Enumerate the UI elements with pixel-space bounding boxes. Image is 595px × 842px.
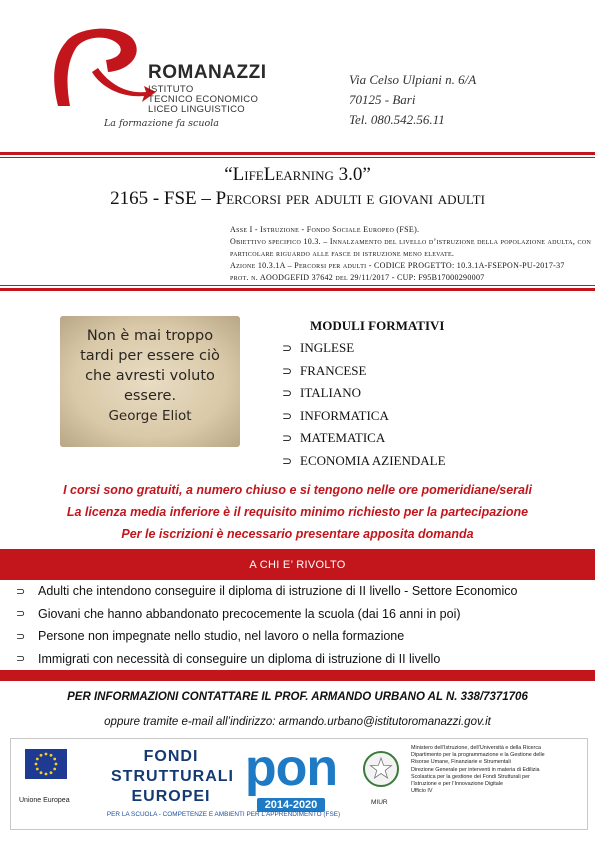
moduli-list [282, 337, 446, 472]
project-info-line: Obiettivo specifico 10.3. – Innalzamento del livello d’istruzione della popolazione adulta, con [230, 237, 592, 246]
project-info-line: prot. n. AOODGEFID 37642 del 29/11/2017 - CUP: F95B17000290007 [230, 273, 485, 282]
project-title: “LifeLearning 3.0” [224, 164, 371, 185]
fondi-strutturali-logo: FONDI STRUTTURALI EUROPEI [111, 748, 234, 805]
bullet-icon: ⊃ [282, 341, 293, 356]
school-logo [48, 22, 288, 134]
contact-phone: PER INFORMAZIONI CONTATTARE IL PROF. ARMANDO URBANO AL N. 338/7371706 [67, 691, 528, 703]
ministry-text: Ministero dell’Istruzione, dell’Università e della Ricerca Dipartimento per la programmazione e la Gestione delle Risorse Umane, Finanziarie e Strumentali Direzione Generale per interventi in materia di Edilizia Scolastica per la gestione dei Fondi Strutturali per l’Istruzione e per l’Innovazione Digitale Ufficio IV [411, 745, 545, 795]
project-info-line: particolare riguardo alle fasce di istruzione meno elevate. [230, 249, 455, 258]
list-item: ⊃ Persone non impegnate nello studio, nel lavoro o nella formazione [16, 629, 405, 644]
address-phone: Tel. 080.542.56.11 [349, 112, 445, 127]
target-title: A CHI E’ RIVOLTO [249, 559, 346, 571]
pon-logo: pon 2014-2020 [244, 739, 338, 811]
mid-divider-thin [0, 285, 595, 286]
contact-email: oppure tramite e-mail all’indirizzo: armando.urbano@istitutoromanazzi.gov.it [104, 716, 491, 728]
target-list [0, 580, 595, 670]
mid-divider-thick [0, 288, 595, 291]
school-name: ROMANAZZI [148, 62, 267, 83]
note-registration: Per le iscrizioni è necessario presentare apposita domanda [121, 527, 474, 541]
bullet-icon: ⊃ [282, 431, 293, 446]
moduli-title: MODULI FORMATIVI [310, 318, 445, 333]
pon-years: 2014-2020 [257, 798, 326, 812]
eu-stars-icon [25, 749, 67, 779]
eu-label: Unione Europea [19, 797, 70, 804]
bullet-icon: ⊃ [16, 584, 26, 598]
eu-flag-icon [25, 749, 67, 779]
bullet-icon: ⊃ [282, 363, 293, 378]
top-divider-thick [0, 152, 595, 155]
school-subtitle: ISTITUTO TECNICO ECONOMICO LICEO LINGUISTICO [148, 84, 259, 115]
funding-logos-banner [10, 738, 588, 830]
list-item: ⊃ INFORMATICA [282, 407, 389, 423]
quote-author: George Eliot [108, 408, 192, 424]
pon-program-name: PER LA SCUOLA - COMPETENZE E AMBIENTI PER L’APPRENDIMENTO (FSE) [106, 811, 341, 818]
list-item: ⊃ ITALIANO [282, 385, 362, 401]
quote-image: Non è mai troppo tardi per essere ciò che avresti voluto essere. George Eliot [60, 316, 240, 447]
list-item: ⊃ MATEMATICA [282, 430, 386, 446]
project-info-line: Azione 10.3.1A – Percorsi per adulti - CODICE PROGETTO: 10.3.1A-FSEPON-PU-2017-37 [230, 261, 565, 270]
star-emblem-icon [365, 753, 397, 785]
note-free-courses: I corsi sono gratuiti, a numero chiuso e si tengono nelle ore pomeridiane/serali [63, 483, 532, 497]
list-item: ⊃ Giovani che hanno abbandonato precocemente la scuola (dai 16 anni in poi) [16, 606, 461, 621]
list-item: ⊃ Immigrati con necessità di conseguire un diploma di istruzione di II livello [16, 651, 441, 666]
romanazzi-r-logo-icon [48, 22, 158, 112]
bullet-icon: ⊃ [282, 453, 293, 468]
address-city: 70125 - Bari [349, 92, 416, 107]
list-item: ⊃ Adulti che intendono conseguire il diploma di istruzione di II livello - Settore Economico [16, 584, 518, 599]
bullet-icon: ⊃ [282, 408, 293, 423]
project-info [230, 224, 592, 284]
school-address [349, 70, 476, 130]
project-info-line: Asse I - Istruzione - Fondo Sociale Europeo (FSE). [230, 225, 420, 234]
list-item: ⊃ INGLESE [282, 340, 355, 356]
address-street: Via Celso Ulpiani n. 6/A [349, 72, 477, 87]
project-subtitle: 2165 - FSE – Percorsi per adulti e giovani adulti [110, 188, 485, 209]
bullet-icon: ⊃ [282, 386, 293, 401]
top-divider-thin [0, 157, 595, 158]
miur-label: MIUR [371, 799, 388, 806]
school-tagline: La formazione fa scuola [104, 118, 219, 129]
bullet-icon: ⊃ [16, 652, 26, 666]
list-item: ⊃ ECONOMIA AZIENDALE [282, 452, 446, 468]
italian-republic-emblem-icon [363, 751, 399, 787]
list-item: ⊃ FRANCESE [282, 362, 367, 378]
bullet-icon: ⊃ [16, 629, 26, 643]
bullet-icon: ⊃ [16, 607, 26, 621]
note-requirement: La licenza media inferiore è il requisito minimo richiesto per la partecipazione [66, 505, 529, 519]
